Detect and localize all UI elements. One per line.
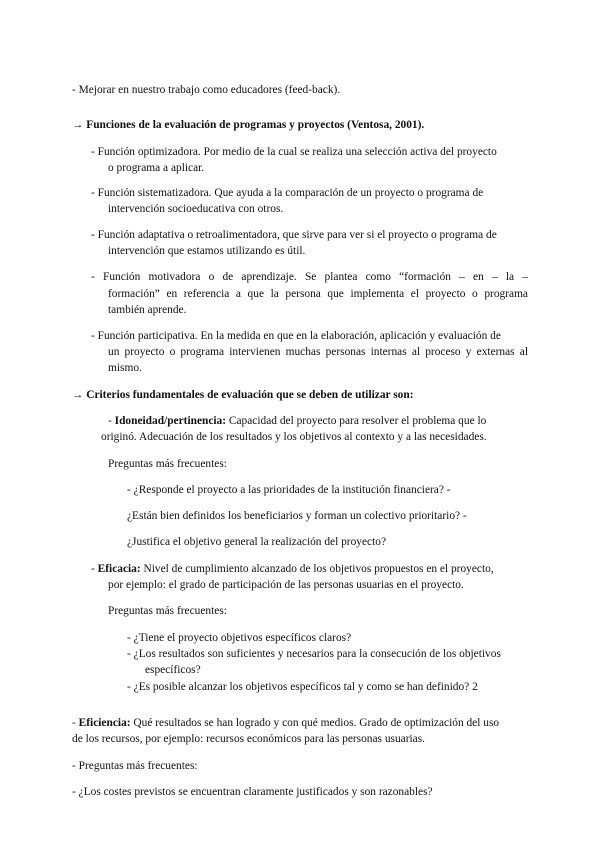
idoneidad-term: Idoneidad/pertinencia: — [114, 415, 227, 427]
section-heading-functions-text: → Funciones de la evaluación de programas y proyectos (Ventosa, 2001). — [72, 119, 425, 131]
function-motivadora-line-3: también aprende. — [108, 304, 187, 316]
function-participativa-line-1: - Función participativa. En la medida en que en la elaboración, aplicación y evaluación de — [91, 330, 501, 342]
eficacia-line-1 — [91, 561, 494, 578]
eficiencia-term: Eficiencia: — [78, 717, 131, 729]
idoneidad-question-3: ¿Justifica el objetivo general la realización del proyecto? — [127, 536, 387, 548]
function-optimizadora-line-1: - Función optimizadora. Por medio de la cual se realiza una selección activa del proyecto — [91, 146, 497, 158]
eficacia-term: Eficacia: — [97, 563, 141, 575]
function-motivadora-line-2: formación” en referencia a que la persona que implementa el proyecto o programa — [108, 288, 528, 300]
eficacia-question-2-line-2: específicos? — [145, 664, 201, 676]
eficacia-dash: - — [91, 563, 98, 575]
eficacia-line-2: por ejemplo: el grado de participación de las personas usuarias en el proyecto. — [108, 579, 464, 591]
function-participativa-line-2: un proyecto o programa intervienen muchas personas internas al proceso y externas al — [108, 346, 528, 358]
idoneidad-line-2: originó. Adecuación de los resultados y los objetivos al contexto y a las necesidades. — [101, 431, 487, 443]
idoneidad-question-1: - ¿Responde el proyecto a las prioridades de la institución financiera? - — [127, 484, 451, 496]
eficacia-questions-label: Preguntas más frecuentes: — [108, 605, 227, 617]
idoneidad-question-2: ¿Están bien definidos los beneficiarios y forman un colectivo prioritario? - — [127, 510, 467, 522]
function-sistematizadora-line-2: intervención socioeducativa con otros. — [108, 203, 284, 215]
function-adaptativa-line-1: - Función adaptativa o retroalimentadora, que sirve para ver si el proyecto o programa de — [91, 229, 497, 241]
intro-item: - Mejorar en nuestro trabajo como educadores (feed-back). — [72, 84, 341, 96]
eficiencia-dash: - — [72, 717, 79, 729]
function-participativa-line-3: mismo. — [108, 362, 142, 374]
section-heading-criteria — [72, 387, 414, 404]
idoneidad-line-1 — [108, 413, 486, 430]
idoneidad-questions-label: Preguntas más frecuentes: — [108, 458, 227, 470]
eficacia-definition-start: Nivel de cumplimiento alcanzado de los objetivos propuestos en el proyecto, — [140, 563, 494, 575]
function-sistematizadora-line-1: - Función sistematizadora. Que ayuda a la comparación de un proyecto o programa de — [91, 187, 484, 199]
section-heading-functions — [72, 117, 424, 134]
eficiencia-line-2: de los recursos, por ejemplo: recursos económicos para las personas usuarias. — [72, 733, 426, 745]
eficacia-question-1: - ¿Tiene el proyecto objetivos específicos claros? — [127, 632, 352, 644]
eficacia-question-3: - ¿Es posible alcanzar los objetivos específicos tal y como se han definido? 2 — [127, 681, 478, 693]
eficiencia-questions-label: - Preguntas más frecuentes: — [72, 760, 198, 772]
idoneidad-dash: - — [108, 415, 115, 427]
function-optimizadora-line-2: o programa a aplicar. — [108, 162, 205, 174]
function-adaptativa-line-2: intervención que estamos utilizando es útil. — [108, 245, 306, 257]
section-heading-criteria-text: → Criterios fundamentales de evaluación que se deben de utilizar son: — [72, 389, 414, 401]
eficiencia-line-1 — [72, 715, 499, 732]
function-motivadora-line-1: - Función motivadora o de aprendizaje. Se plantea como “formación – en – la – — [91, 271, 528, 283]
eficiencia-question-1: - ¿Los costes previstos se encuentran claramente justificados y son razonables? — [72, 786, 433, 798]
idoneidad-definition-start: Capacidad del proyecto para resolver el problema que lo — [226, 415, 487, 427]
eficiencia-definition-start: Qué resultados se han logrado y con qué medios. Grado de optimización del uso — [130, 717, 500, 729]
eficacia-question-2-line-1: - ¿Los resultados son suficientes y necesarios para la consecución de los objetivos — [127, 648, 501, 660]
